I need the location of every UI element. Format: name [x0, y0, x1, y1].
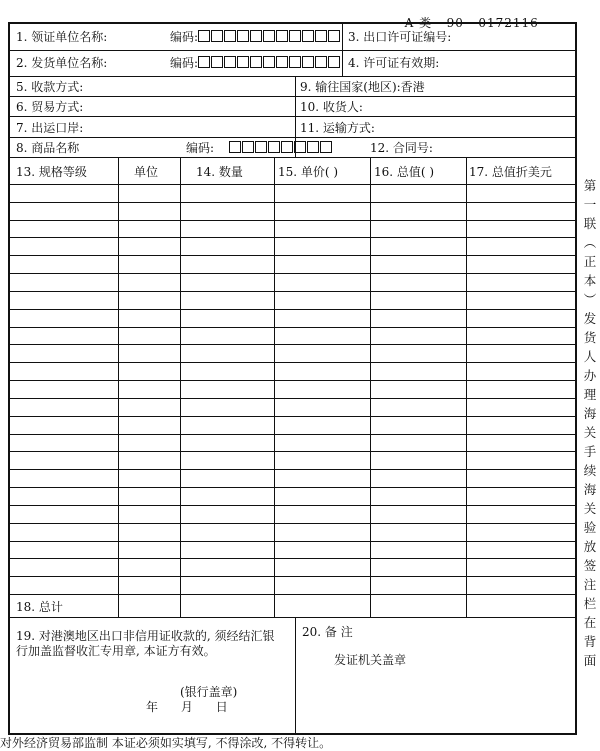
table-row-line: [10, 451, 575, 452]
field-8-label: 8. 商品名称: [16, 141, 80, 155]
side-char: 本: [583, 273, 597, 288]
col-header-qty: 14. 数量: [196, 165, 243, 179]
field-1-label: 1. 领证单位名称:: [16, 30, 108, 44]
side-char: 第: [583, 178, 597, 193]
side-char: 人: [583, 349, 597, 364]
side-char: 正: [583, 254, 597, 269]
table-row-line: [10, 237, 575, 238]
field-8-code: [186, 141, 333, 155]
field-9-label: 9. 输往国家(地区):香港: [300, 80, 425, 94]
field-2-label: 2. 发货单位名称:: [16, 56, 108, 70]
bank-seal-label: (银行盖章): [180, 685, 238, 699]
field-2-code: [170, 56, 341, 70]
side-char: 在: [583, 615, 597, 630]
table-row-line: [10, 505, 575, 506]
code-boxes[interactable]: [198, 30, 341, 44]
table-column-divider: [180, 157, 181, 617]
field-11-label: 11. 运输方式:: [300, 121, 375, 135]
table-row-line: [10, 576, 575, 577]
table-column-divider: [370, 157, 371, 617]
table-row-line: [10, 398, 575, 399]
export-license-form: [8, 22, 577, 735]
table-row-line: [10, 220, 575, 221]
table-row-line: [10, 309, 575, 310]
table-row-line: [10, 273, 575, 274]
side-char: 理: [583, 387, 597, 402]
table-row-line: [10, 344, 575, 345]
side-char: 放: [583, 539, 597, 554]
side-char: 背: [583, 634, 597, 649]
table-row-line: [10, 202, 575, 203]
side-char: 办: [583, 368, 597, 383]
field-7-label: 7. 出运口岸:: [16, 121, 84, 135]
side-char: 栏: [583, 596, 597, 611]
field-12-label: 12. 合同号:: [370, 141, 433, 155]
table-row-line: [10, 594, 575, 595]
code-label: 编码:: [170, 56, 199, 70]
table-row-line: [10, 291, 575, 292]
footer-note: 对外经济贸易部监制 本证必须如实填写, 不得涂改, 不得转让。: [0, 736, 332, 750]
side-char: 货: [583, 330, 597, 345]
side-char: 一: [583, 197, 597, 212]
side-char: 海: [583, 482, 597, 497]
table-row-line: [10, 380, 575, 381]
side-char: ︶: [583, 292, 597, 307]
table-row-line: [10, 541, 575, 542]
total-label: 18. 总计: [16, 600, 63, 614]
table-row-line: [10, 558, 575, 559]
table-row-line: [10, 416, 575, 417]
table-row-line: [10, 469, 575, 470]
side-char: 注: [583, 577, 597, 592]
code-boxes[interactable]: [229, 141, 333, 155]
field-6-label: 6. 贸易方式:: [16, 100, 84, 114]
side-char: 联: [583, 216, 597, 231]
side-char: 海: [583, 406, 597, 421]
side-char: 面: [583, 653, 597, 668]
table-row-line: [10, 487, 575, 488]
code-label: 编码:: [186, 141, 215, 155]
table-row-line: [10, 327, 575, 328]
col-header-spec: 13. 规格等级: [16, 165, 87, 179]
table-column-divider: [118, 157, 119, 617]
side-char: 关: [583, 425, 597, 440]
code-label: 编码:: [170, 30, 199, 44]
table-row-line: [10, 362, 575, 363]
col-header-unit: 单位: [134, 165, 159, 179]
form-code: 90: [446, 16, 464, 30]
table-row-line: [10, 434, 575, 435]
field-5-label: 5. 收款方式:: [16, 80, 84, 94]
field-10-label: 10. 收货人:: [300, 100, 363, 114]
category-label: A 类: [404, 16, 433, 30]
side-char: 签: [583, 558, 597, 573]
date-label: 年 月 日: [146, 700, 228, 714]
table-row-line: [10, 523, 575, 524]
side-char: 验: [583, 520, 597, 535]
col-header-usd: 17. 总值折美元: [469, 165, 552, 179]
note-20-label: 20. 备 注: [302, 625, 353, 639]
serial-number: 0172116: [478, 16, 539, 30]
side-char: 续: [583, 463, 597, 478]
table-column-divider: [274, 157, 275, 617]
table-row-line: [10, 255, 575, 256]
col-header-total: 16. 总值( ): [374, 165, 435, 179]
field-1-code: [170, 30, 341, 44]
note-19: 19. 对港澳地区出口非信用证收款的, 须经结汇银行加盖监督收汇专用章, 本证方有效。: [16, 629, 275, 658]
col-header-price: 15. 单价( ): [278, 165, 339, 179]
side-copy-note: [581, 176, 599, 670]
field-3-label: 3. 出口许可证编号:: [348, 30, 452, 44]
side-char: ︵: [583, 235, 597, 250]
side-char: 手: [583, 444, 597, 459]
code-boxes[interactable]: [198, 56, 341, 70]
field-4-label: 4. 许可证有效期:: [348, 56, 440, 70]
table-column-divider: [466, 157, 467, 617]
issuer-seal-label: 发证机关盖章: [334, 653, 407, 667]
side-char: 发: [583, 311, 597, 326]
side-char: 关: [583, 501, 597, 516]
